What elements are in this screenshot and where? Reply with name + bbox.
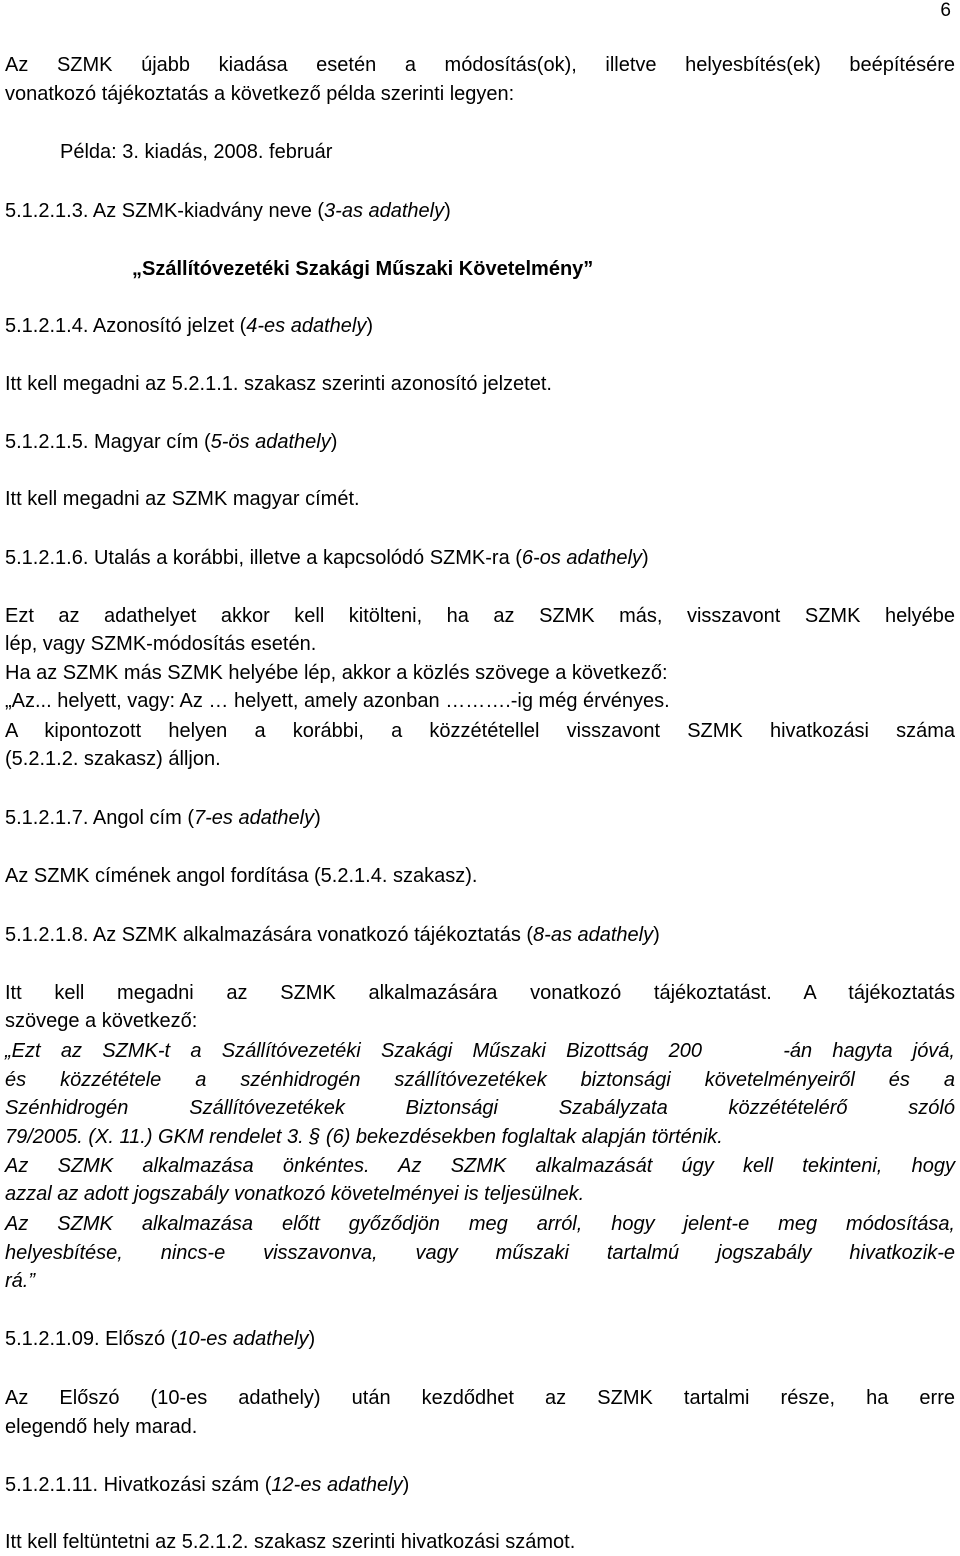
section-4-heading: 5.1.2.1.4. Azonosító jelzet (4-es adathely) <box>5 315 374 337</box>
intro-line-2: vonatkozó tájékoztatás a következő példa szerinti legyen: <box>5 83 515 105</box>
quote-line-7: Az SZMK alkalmazása előtt győződjön meg arról, hogy jelent-e meg módosítása, <box>5 1213 955 1235</box>
quote-line-4: 79/2005. (X. 11.) GKM rendelet 3. § (6) bekezdésekben foglaltak alapján történik. <box>5 1126 723 1148</box>
section-6-para-4-line-2: (5.2.1.2. szakasz) álljon. <box>5 748 221 770</box>
section-8-heading: 5.1.2.1.8. Az SZMK alkalmazására vonatkozó tájékoztatás (8-as adathely) <box>5 924 660 946</box>
intro-line-1: Az SZMK újabb kiadása esetén a módosítás(ok), illetve helyesbítés(ek) beépítésére <box>5 54 955 76</box>
section-11-body: Itt kell feltüntetni az 5.2.1.2. szakasz szerinti hivatkozási számot. <box>5 1531 576 1553</box>
publication-title: „Szállítóvezetéki Szakági Műszaki Követelmény” <box>132 258 594 280</box>
section-7-heading: 5.1.2.1.7. Angol cím (7-es adathely) <box>5 807 321 829</box>
section-9-heading: 5.1.2.1.09. Előszó (10-es adathely) <box>5 1328 316 1350</box>
page-number: 6 <box>940 0 951 21</box>
quote-line-9: rá.” <box>5 1270 35 1292</box>
quote-line-3: Szénhidrogén Szállítóvezetékek Biztonsági Szabályzata közzétételérő szóló <box>5 1097 955 1119</box>
section-6-para-4-line-1: A kipontozott helyen a korábbi, a közzététellel visszavont SZMK hivatkozási száma <box>5 720 955 742</box>
section-8-para-1-line-1: Itt kell megadni az SZMK alkalmazására vonatkozó tájékoztatást. A tájékoztatás <box>5 982 955 1004</box>
quote-line-8: helyesbítése, nincs-e visszavonva, vagy műszaki tartalmú jogszabály hivatkozik-e <box>5 1242 955 1264</box>
section-6-para-2: Ha az SZMK más SZMK helyébe lép, akkor a közlés szövege a következő: <box>5 662 668 684</box>
quote-line-6: azzal az adott jogszabály vonatkozó követelményei is teljesülnek. <box>5 1183 585 1205</box>
section-8-para-1-line-2: szövege a következő: <box>5 1010 198 1032</box>
section-4-body: Itt kell megadni az 5.2.1.1. szakasz szerinti azonosító jelzetet. <box>5 373 552 395</box>
section-6-para-1-line-1: Ezt az adathelyet akkor kell kitölteni, ha az SZMK más, visszavont SZMK helyébe <box>5 605 955 627</box>
section-5-heading: 5.1.2.1.5. Magyar cím (5-ös adathely) <box>5 431 338 453</box>
section-7-body: Az SZMK címének angol fordítása (5.2.1.4. szakasz). <box>5 865 478 887</box>
example-line: Példa: 3. kiadás, 2008. február <box>60 141 333 163</box>
section-5-body: Itt kell megadni az SZMK magyar címét. <box>5 488 360 510</box>
quote-line-1: „Ezt az SZMK-t a Szállítóvezetéki Szakági Műszaki Bizottság 200 -án hagyta jóvá, <box>5 1040 955 1062</box>
section-3-heading: 5.1.2.1.3. Az SZMK-kiadvány neve (3-as adathely) <box>5 200 451 222</box>
section-6-heading: 5.1.2.1.6. Utalás a korábbi, illetve a kapcsolódó SZMK-ra (6-os adathely) <box>5 547 649 569</box>
section-6-para-1-line-2: lép, vagy SZMK-módosítás esetén. <box>5 633 317 655</box>
section-9-para-line-1: Az Előszó (10-es adathely) után kezdődhet az SZMK tartalmi része, ha erre <box>5 1387 955 1409</box>
section-6-para-3: „Az... helyett, vagy: Az … helyett, amely azonban ……….-ig még érvényes. <box>5 690 670 712</box>
section-11-heading: 5.1.2.1.11. Hivatkozási szám (12-es adathely) <box>5 1474 410 1496</box>
section-9-para-line-2: elegendő hely marad. <box>5 1416 198 1438</box>
quote-line-2: és közzététele a szénhidrogén szállítóvezetékek biztonsági követelményeiről és a <box>5 1069 955 1091</box>
quote-line-5: Az SZMK alkalmazása önkéntes. Az SZMK alkalmazását úgy kell tekinteni, hogy <box>5 1155 955 1177</box>
